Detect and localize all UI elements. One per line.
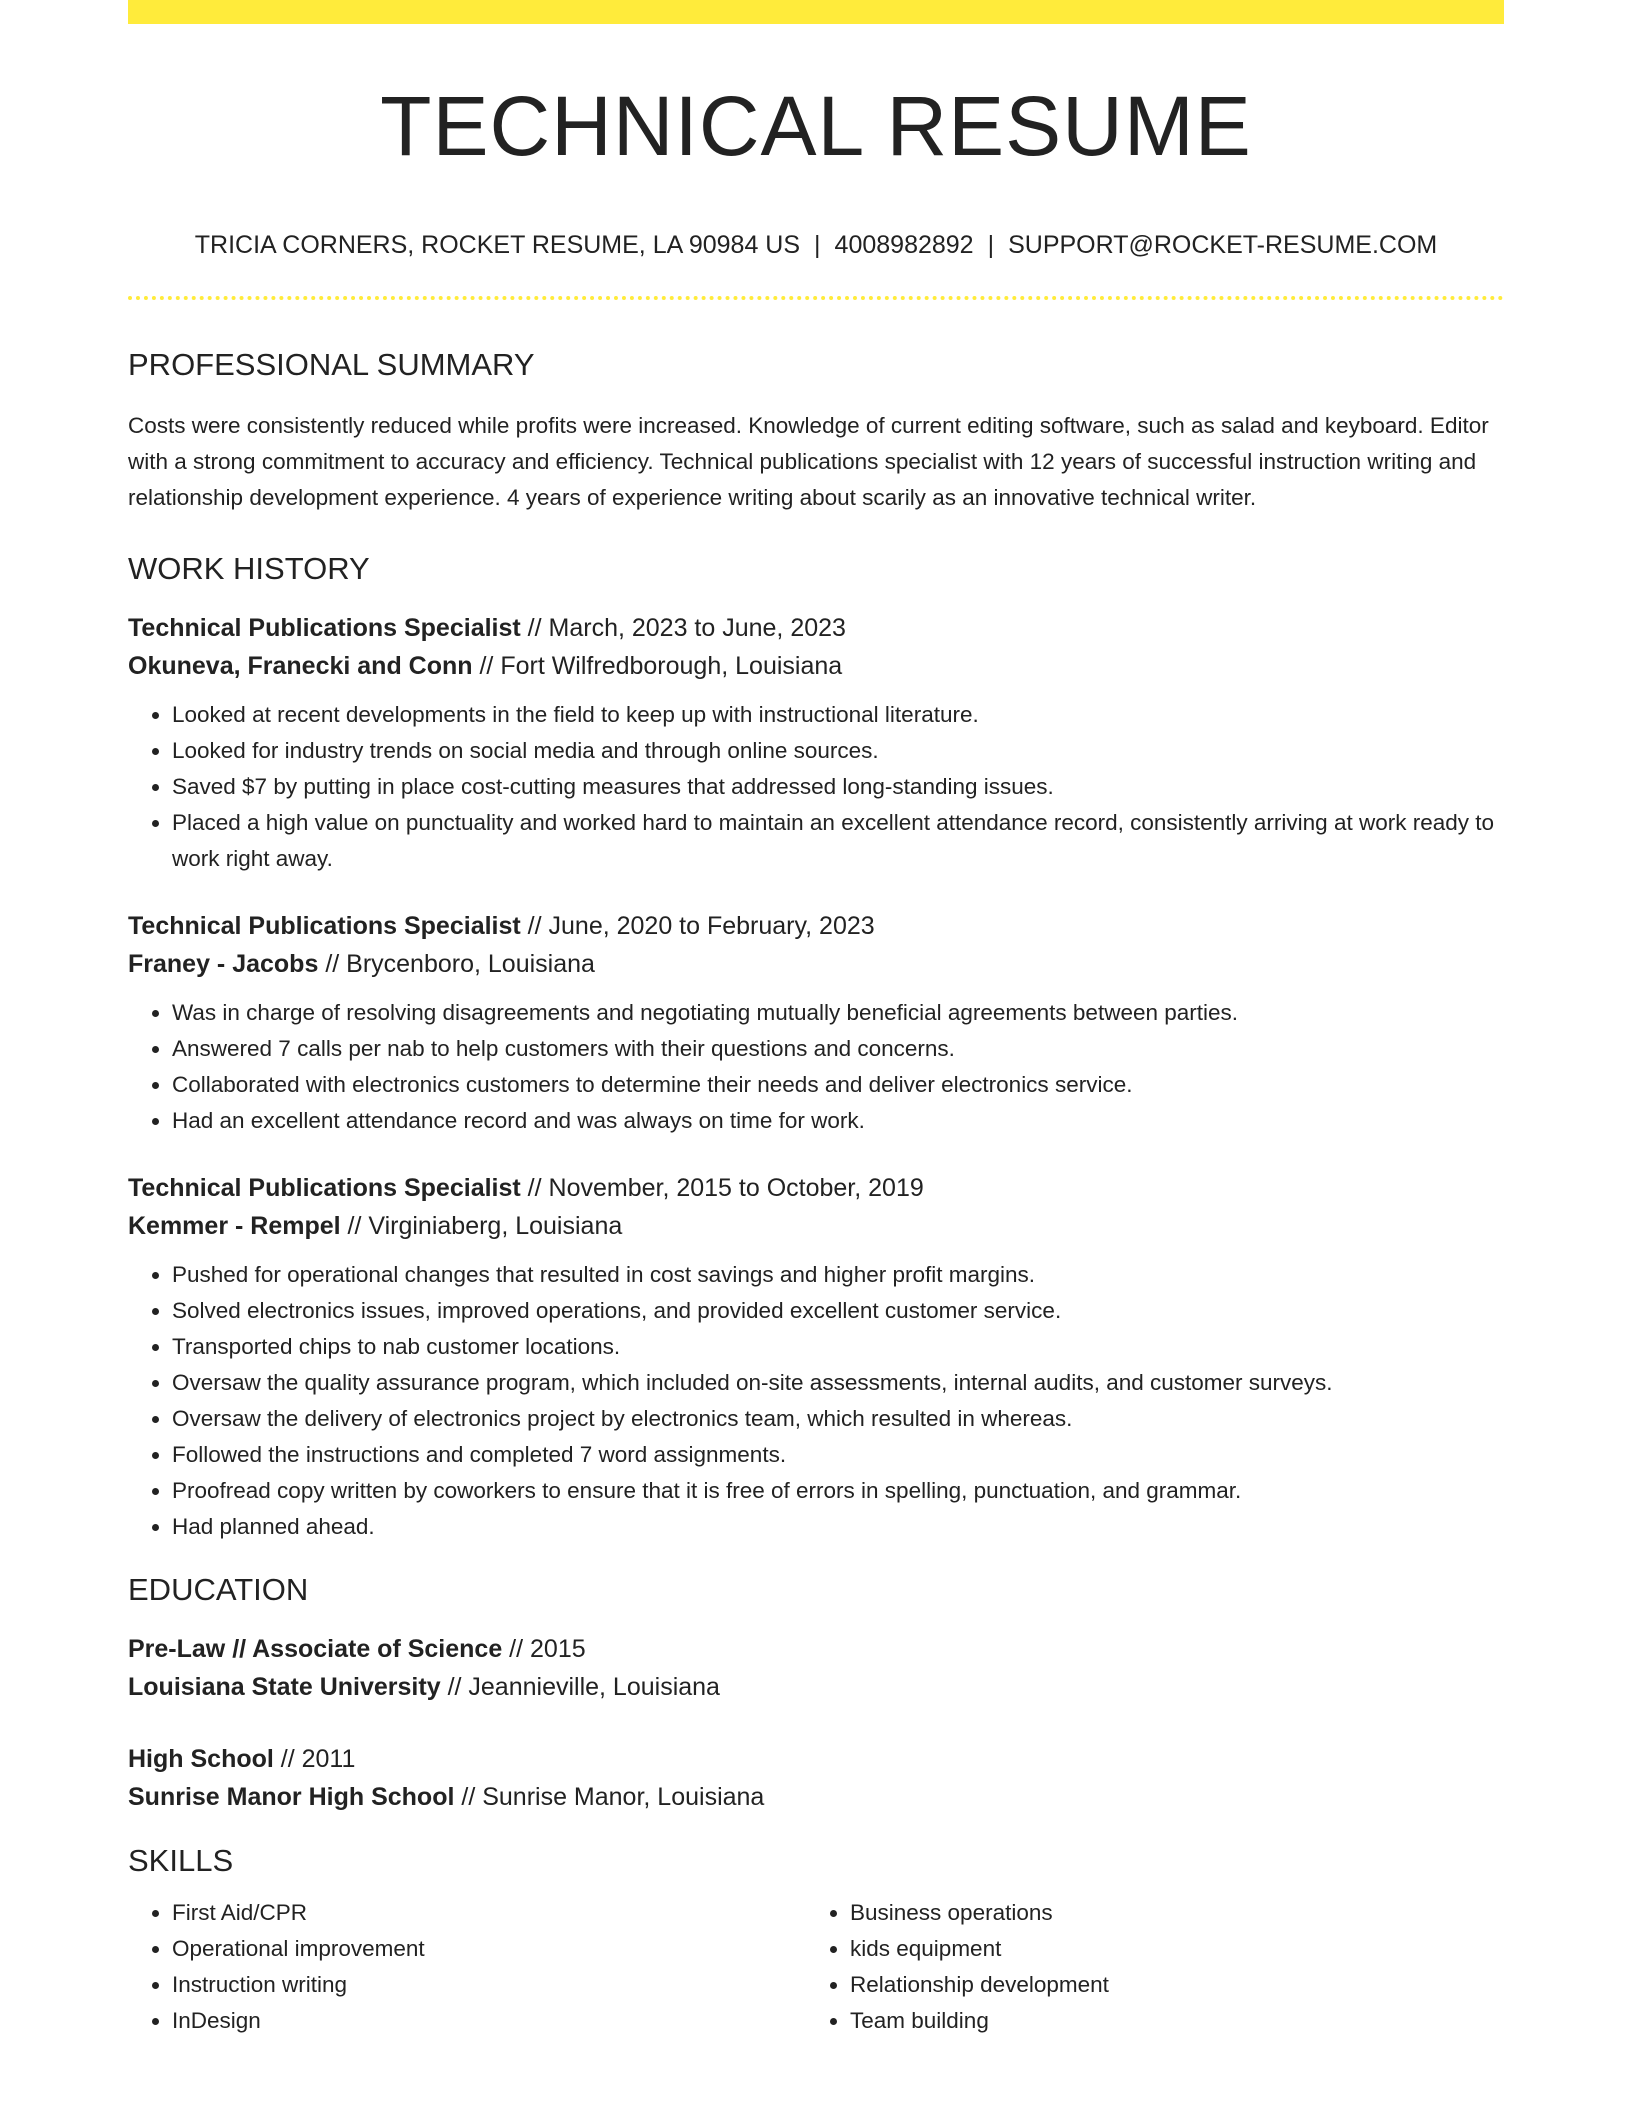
skill-item: • First Aid/CPR	[172, 1895, 806, 1931]
education-entry	[128, 1630, 1504, 1706]
job-company: Kemmer - Rempel	[128, 1211, 341, 1240]
skill-item: • Team building	[850, 2003, 1484, 2039]
job-title-line	[128, 609, 1504, 647]
contact-line	[128, 230, 1504, 260]
skills-heading: SKILLS	[128, 1842, 234, 1878]
job-bullet: • Was in charge of resolving disagreements and negotiating mutually beneficial agreements between parties.	[172, 995, 1504, 1031]
skill-item: • Business operations	[850, 1895, 1484, 1931]
job-entry	[128, 907, 1504, 1139]
job-bullets	[128, 995, 1504, 1139]
job-bullet: • Had an excellent attendance record and was always on time for work.	[172, 1103, 1504, 1139]
job-dates: // March, 2023 to June, 2023	[527, 613, 846, 642]
education-school-line	[128, 1778, 1504, 1816]
job-bullet: • Looked at recent developments in the field to keep up with instructional literature.	[172, 697, 1504, 733]
education-school-line	[128, 1668, 1504, 1706]
education-degree: Pre-Law // Associate of Science	[128, 1634, 503, 1663]
contact-separator: |	[814, 231, 821, 260]
education-location: // Sunrise Manor, Louisiana	[461, 1782, 765, 1811]
accent-top-bar	[128, 0, 1504, 24]
skill-item: • Operational improvement	[172, 1931, 806, 1967]
job-bullets	[128, 1257, 1504, 1545]
contact-email: SUPPORT@ROCKET-RESUME.COM	[1008, 231, 1438, 260]
skill-item: • Relationship development	[850, 1967, 1484, 2003]
education-location: // Jeannieville, Louisiana	[447, 1672, 720, 1701]
education-school: Sunrise Manor High School	[128, 1782, 455, 1811]
education-school: Louisiana State University	[128, 1672, 441, 1701]
job-bullet: • Placed a high value on punctuality and worked hard to maintain an excellent attendance record, consistently arriving at work ready to work right away.	[172, 805, 1504, 877]
job-entry	[128, 609, 1504, 877]
skills-list-right	[806, 1895, 1484, 2039]
summary-text: Costs were consistently reduced while profits were increased. Knowledge of current editing software, such as salad and keyboard. Editor with a strong commitment to accuracy and efficiency. Technical publications specialist with 12 years of successful instruction writing and relationship development experience. 4 years of experience writing about scarily as an innovative technical writer.	[128, 412, 1489, 510]
education-year: // 2011	[280, 1744, 356, 1773]
education-heading: EDUCATION	[128, 1571, 309, 1607]
education-entry	[128, 1740, 1504, 1816]
job-company-line	[128, 1207, 1504, 1245]
job-bullet: • Saved $7 by putting in place cost-cutting measures that addressed long-standing issues.	[172, 769, 1504, 805]
skill-item: • kids equipment	[850, 1931, 1484, 1967]
dotted-divider	[128, 296, 1504, 300]
job-company-line	[128, 647, 1504, 685]
resume-page	[128, 0, 1504, 2039]
job-title-line	[128, 1169, 1504, 1207]
job-title: Technical Publications Specialist	[128, 1173, 521, 1202]
job-bullet: • Followed the instructions and completed 7 word assignments.	[172, 1437, 1504, 1473]
job-bullet: • Pushed for operational changes that resulted in cost savings and higher profit margins.	[172, 1257, 1504, 1293]
skills-list-left	[128, 1895, 806, 2039]
job-bullet: • Transported chips to nab customer locations.	[172, 1329, 1504, 1365]
skills-columns	[128, 1895, 1504, 2039]
contact-phone: 4008982892	[834, 231, 974, 260]
summary-heading: PROFESSIONAL SUMMARY	[128, 347, 535, 383]
job-bullet: • Oversaw the delivery of electronics project by electronics team, which resulted in whereas.	[172, 1401, 1504, 1437]
contact-separator: |	[987, 231, 995, 260]
job-location: // Fort Wilfredborough, Louisiana	[479, 651, 843, 680]
job-bullets	[128, 697, 1504, 877]
education-degree-line	[128, 1740, 1504, 1778]
job-bullet: • Had planned ahead.	[172, 1509, 1504, 1545]
education-degree: High School	[128, 1744, 274, 1773]
job-title: Technical Publications Specialist	[128, 613, 521, 642]
job-company-line	[128, 945, 1504, 983]
job-company: Okuneva, Franecki and Conn	[128, 651, 473, 680]
job-bullet: • Collaborated with electronics customers to determine their needs and deliver electronics service.	[172, 1067, 1504, 1103]
job-title-line	[128, 907, 1504, 945]
education-degree-line	[128, 1630, 1504, 1668]
resume-title: TECHNICAL RESUME	[380, 79, 1252, 173]
job-bullet: • Looked for industry trends on social media and through online sources.	[172, 733, 1504, 769]
job-bullet: • Proofread copy written by coworkers to ensure that it is free of errors in spelling, punctuation, and grammar.	[172, 1473, 1504, 1509]
job-dates: // June, 2020 to February, 2023	[527, 911, 875, 940]
job-title: Technical Publications Specialist	[128, 911, 521, 940]
job-location: // Brycenboro, Louisiana	[325, 949, 595, 978]
job-location: // Virginiaberg, Louisiana	[347, 1211, 623, 1240]
skill-item: • InDesign	[172, 2003, 806, 2039]
job-dates: // November, 2015 to October, 2019	[527, 1173, 924, 1202]
skill-item: • Instruction writing	[172, 1967, 806, 2003]
job-bullet: • Answered 7 calls per nab to help customers with their questions and concerns.	[172, 1031, 1504, 1067]
job-company: Franey - Jacobs	[128, 949, 319, 978]
job-bullet: • Oversaw the quality assurance program, which included on-site assessments, internal audits, and customer surveys.	[172, 1365, 1504, 1401]
education-year: // 2015	[509, 1634, 586, 1663]
work-history-heading: WORK HISTORY	[128, 550, 370, 586]
job-entry	[128, 1169, 1504, 1545]
job-bullet: • Solved electronics issues, improved operations, and provided excellent customer service.	[172, 1293, 1504, 1329]
contact-address: TRICIA CORNERS, ROCKET RESUME, LA 90984 US	[194, 231, 801, 260]
